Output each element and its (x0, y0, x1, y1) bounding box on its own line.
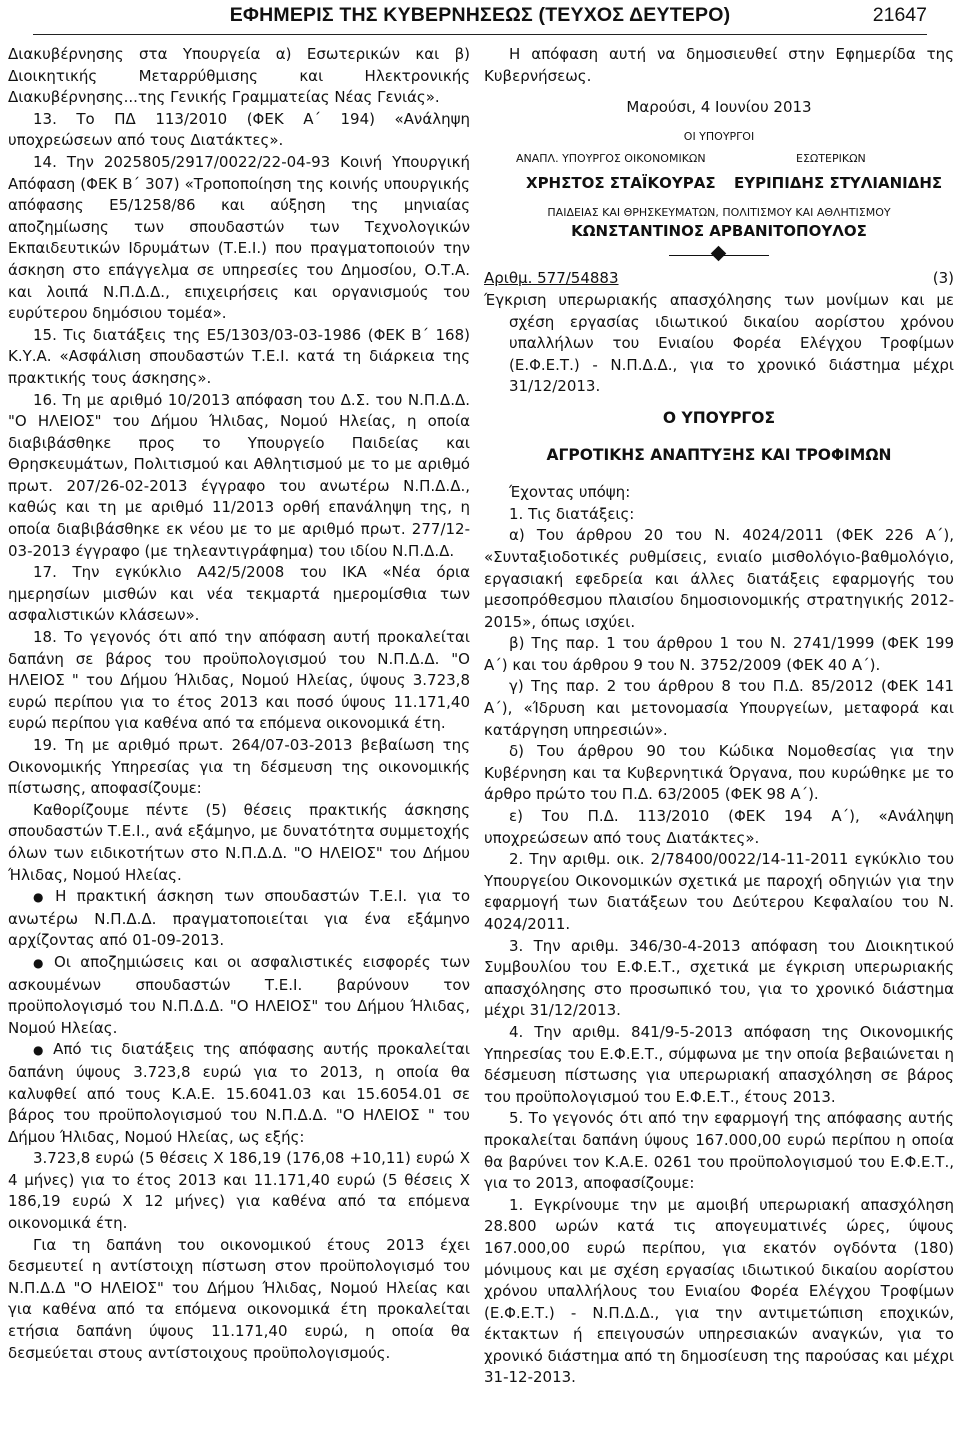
right-paragraph: 1. Εγκρίνουμε την με αμοιβή υπερωριακή απασχόληση 28.800 ωρών κατά τις απογευματινές ώρες, ύψους 167.000,00 ευρώ περίπου, για εκατόν ογδόντα (180) μόνιμους και με σχέση εργασίας ιδιωτικού δικαίου αορίστου χρόνου υπαλλήλους του Ενιαίου Φορέα Ελέγχου Τροφίμων (Ε.Φ.Ε.Τ.) - Ν.Π.Δ.Δ., για την αντιμετώπιση εποχικών, έκτακτων ή επειγουσών υπηρεσιακών αναγκών, για το χρονικό διάστημα από τη δημοσίευση της παρούσας και μέχρι 31-12-2013. (484, 1195, 954, 1387)
decision-index: (3) (932, 269, 954, 288)
right-paragraph: ε) Του Π.Δ. 113/2010 (ΦΕΚ 194 Α΄), «Ανάληψη υποχρεώσεων από τους Διατάκτες». (484, 807, 954, 847)
place-date: Μαρούσι, 4 Ιουνίου 2013 (626, 98, 812, 117)
signatory-name: ΧΡΗΣΤΟΣ ΣΤΑΪΚΟΥΡΑΣ (526, 173, 716, 192)
left-paragraph: 3.723,8 ευρώ (5 θέσεις Χ 186,19 (176,08 +10,11) ευρώ Χ 4 μήνες) για το έτος 2013 και 11.171,40 ευρώ (5 θέσεις Χ 186,19 ευρώ Χ 12 μήνες) για καθένα από τα επόμενα οικονομικά έτη. (8, 1149, 470, 1233)
right-paragraph: γ) Της παρ. 2 του άρθρου 8 του Π.Δ. 85/2012 (ΦΕΚ 141 Α΄), «Ίδρυση και μετονομασία Υπουργείων, μεταφορά και κατάργηση υπηρεσιών». (484, 677, 954, 739)
left-paragraph: 19. Τη με αριθμό πρωτ. 264/07-03-2013 βεβαίωση της Οικονομικής Υπηρεσίας για τη δέσμευση της οικονομικής πίστωσης, αποφασίζουμε: (8, 736, 470, 798)
signature-names (484, 173, 954, 195)
right-paragraph: δ) Του άρθρου 90 του Κώδικα Νομοθεσίας για την Κυβέρνηση και τα Κυβερνητικά Όργανα, που κυρώθηκε με το άρθρο πρώτο του Π.Δ. 63/2005 (ΦΕΚ 98 Α΄). (484, 742, 954, 804)
page-number: 21647 (872, 4, 927, 26)
decision-number-row (484, 268, 954, 290)
right-column (484, 44, 954, 1389)
left-paragraph: Καθορίζουμε πέντε (5) θέσεις πρακτικής άσκησης σπουδαστών Τ.Ε.Ι., ανά εξάμηνο, με δυνατότητα συμμετοχής όλων των ειδικοτήτων στο Ν.Π.Δ.Δ. "Ο ΗΛΕΙΟΣ" του Δήμου Ήλιδας, Νομού Ηλείας. (8, 800, 470, 884)
left-paragraph: 13. Το ΠΔ 113/2010 (ΦΕΚ Α΄ 194) «Ανάληψη υποχρεώσεων από τους Διατάκτες». (8, 109, 470, 150)
bullet-paragraph: ● Η πρακτική άσκηση των σπουδαστών Τ.Ε.Ι. για το ανωτέρω Ν.Π.Δ.Δ. πραγματοποιείται για ένα εξάμηνο αρχίζοντας από 01-09-2013. (8, 886, 470, 952)
left-paragraph: 17. Την εγκύκλιο Α42/5/2008 του ΙΚΑ «Νέα όρια ημερησίων μισθών και νέα τεκμαρτά ημερομίσθια των ασφαλιστικών κλάσεων». (8, 563, 470, 625)
role-education: ΠΑΙΔΕΙΑΣ ΚΑΙ ΘΡΗΣΚΕΥΜΑΤΩΝ, ΠΟΛΙΤΙΣΜΟΥ ΚΑΙ ΑΘΛΗΤΙΣΜΟΥ (547, 205, 891, 219)
role-deputy-finance: ΑΝΑΠΛ. ΥΠΟΥΡΓΟΣ ΟΙΚΟΝΟΜΙΚΩΝ (516, 151, 706, 165)
decision-number: Αριθμ. 577/54883 (484, 269, 619, 288)
role-interior: ΕΣΩΤΕΡΙΚΩΝ (796, 151, 866, 165)
left-paragraph: 15. Τις διατάξεις της Ε5/1303/03-03-1986 (ΦΕΚ Β΄ 168) Κ.Υ.Α. «Ασφάλιση σπουδαστών Τ.Ε.Ι. κατά τη διάρκεια της πρακτικής τους άσκησης». (8, 325, 470, 387)
right-paragraph: Έχοντας υπόψη: (509, 483, 631, 502)
left-paragraph: 16. Τη με αριθμό 10/2013 απόφαση του Δ.Σ. του Ν.Π.Δ.Δ. "Ο ΗΛΕΙΟΣ" του Δήμου Ήλιδας, Νομού Ηλείας, η οποία διαβιβάσθηκε προς το Υπουργείο Παιδείας και Θρησκευμάτων, Πολιτισμού και Αθλητισμού με το με αριθμό πρωτ. 207/26-02-2013 έγγραφο του ανωτέρω Ν.Π.Δ.Δ., καθώς και τη με αριθμό 11/2013 ορθή επανάληψη της, η οποία διαβιβάσθηκε εκ νέου με το με αριθμό πρωτ. 277/12-03-2013 έγγραφο (με τηλεαντιγράφημα) του ιδίου Ν.Π.Δ.Δ. (8, 390, 470, 560)
signatory-name: ΚΩΝΣΤΑΝΤΙΝΟΣ ΑΡΒΑΝΙΤΟΠΟΥΛΟΣ (571, 221, 867, 240)
publish-note: Η απόφαση αυτή να δημοσιευθεί στην Εφημερίδα της Κυβερνήσεως. (484, 45, 954, 85)
gazette-title: ΕΦΗΜΕΡΙΣ ΤΗΣ ΚΥΒΕΡΝΗΣΕΩΣ (ΤΕΥΧΟΣ ΔΕΥΤΕΡΟ) (229, 4, 731, 26)
signature-roles (484, 151, 954, 173)
ministry-heading: ΑΓΡΟΤΙΚΗΣ ΑΝΑΠΤΥΞΗΣ ΚΑΙ ΤΡΟΦΙΜΩΝ (546, 446, 892, 465)
right-paragraph: α) Του άρθρου 20 του Ν. 4024/2011 (ΦΕΚ 226 Α΄), «Συνταξιοδοτικές ρυθμίσεις, ενιαίο μισθολόγιο-βαθμολόγιο, εργασιακή εφεδρεία και άλλες διατάξεις εφαρμογής του μεσοπρόθεσμου πλαισίου δημοσιονομικής στρατηγικής 2012-2015», όπως ισχύει. (484, 526, 954, 631)
signatory-name: ΕΥΡΙΠΙΔΗΣ ΣΤΥΛΙΑΝΙΔΗΣ (734, 173, 943, 192)
left-paragraph: 14. Την 2025805/2917/0022/22-04-93 Κοινή Υπουργική Απόφαση (ΦΕΚ Β΄ 307) «Τροποποίηση της κοινής υπουργικής απόφασης Ε5/1258/86 και αύξηση της μηνιαίας αποζημίωσης των σπουδαστών των Τεχνολογικών Εκπαιδευτικών Ιδρυμάτων (Τ.Ε.Ι.) που πραγματοποιούν την άσκηση στο επάγγελμα σε υπηρεσίες του Δημοσίου, Ο.Τ.Α. και λοιπά Ν.Π.Δ.Δ., επιχειρήσεις και οργανισμούς του ευρύτερου δημόσιου τομέα». (8, 152, 470, 323)
ministers-label: ΟΙ ΥΠΟΥΡΓΟΙ (683, 129, 755, 143)
minister-heading: Ο ΥΠΟΥΡΓΟΣ (662, 408, 776, 427)
decision-title: Έγκριση υπερωριακής απασχόλησης των μονίμων και με σχέση εργασίας ιδιωτικού δικαίου αορίστου χρόνου υπαλλήλων του Ενιαίου Φορέα Ελέγχου Τροφίμων (Ε.Φ.Ε.Τ.) - Ν.Π.Δ.Δ., για το χρονικό διάστημα μέχρι 31/12/2013. (484, 290, 954, 396)
section-divider (484, 246, 954, 264)
bullet-paragraph: ● Από τις διατάξεις της απόφασης αυτής προκαλείται δαπάνη ύψους 3.723,8 ευρώ για το 2013, η οποία θα καλυφθεί από τους Κ.Α.Ε. 15.6041.03 και 15.6054.01 σε βάρος του προϋπολογισμού του Ν.Π.Δ.Δ. "Ο ΗΛΕΙΟΣ " του Δήμου Ήλιδας, Νομού Ηλείας, ως εξής: (8, 1039, 470, 1148)
left-paragraph: Για τη δαπάνη του οικονομικού έτους 2013 έχει δεσμευτεί η αντίστοιχη πίστωση στον προϋπολογισμό του Ν.Π.Δ.Δ "Ο ΗΛΕΙΟΣ" του Δήμου Ήλιδας, Νομού Ηλείας και για καθένα από τα επόμενα οικονομικά έτη προκαλείται ετήσια δαπάνη ύψους 11.171,40 ευρώ, η οποία θα δεσμεύεται στους αντίστοιχους προϋπολογισμούς. (8, 1235, 470, 1362)
bullet-paragraph: ● Οι αποζημιώσεις και οι ασφαλιστικές εισφορές των ασκουμένων σπουδαστών Τ.Ε.Ι. βαρύνουν τον προϋπολογισμό του Ν.Π.Δ.Δ. "Ο ΗΛΕΙΟΣ" του Δήμου Ήλιδας, Νομού Ηλείας. (8, 952, 470, 1039)
right-paragraph: 3. Την αριθμ. 346/30-4-2013 απόφαση του Διοικητικού Συμβουλίου του Ε.Φ.Ε.Τ., σχετικά με έγκριση υπερωριακής απασχόλησης στο προσωπικό του, για το χρονικό διάστημα μέχρι 31/12/2013. (484, 936, 954, 1020)
left-paragraph: 18. Το γεγονός ότι από την απόφαση αυτή προκαλείται δαπάνη σε βάρος του προϋπολογισμού του Ν.Π.Δ.Δ. "Ο ΗΛΕΙΟΣ " του Δήμου Ήλιδας, Νομού Ηλείας, ύψους 3.723,8 ευρώ περίπου για το έτος 2013 και ποσό ύψους 11.171,40 ευρώ περίπου για καθένα από τα επόμενα οικονομικά έτη. (8, 628, 470, 733)
diamond-ornament-icon (711, 246, 727, 262)
right-paragraph: 1. Τις διατάξεις: (509, 504, 635, 523)
left-paragraph: Διακυβέρνησης στα Υπουργεία α) Εσωτερικών και β) Διοικητικής Μεταρρύθμισης και Ηλεκτρονικής Διακυβέρνησης...της Γενικής Γραμματείας Νέας Γενιάς». (8, 45, 470, 107)
right-paragraph: 4. Την αριθμ. 841/9-5-2013 απόφαση της Οικονομικής Υπηρεσίας του Ε.Φ.Ε.Τ., σύμφωνα με την οποία βεβαιώνεται η δέσμευση πίστωσης για υπερωριακή απασχόληση σε βάρος του προϋπολογισμού του Ε.Φ.Ε.Τ., έτους 2013. (484, 1022, 954, 1106)
right-paragraph: 5. Το γεγονός ότι από την εφαρμογή της απόφασης αυτής προκαλείται δαπάνη ύψους 167.000,00 ευρώ περίπου η οποία θα βαρύνει τον Κ.Α.Ε. 0261 του προϋπολογισμού του Ε.Φ.Ε.Τ., για το 2013, αποφασίζουμε: (484, 1109, 954, 1193)
right-paragraph: 2. Την αριθμ. οικ. 2/78400/0022/14-11-2011 εγκύκλιο του Υπουργείου Οικονομικών σχετικά με παροχή οδηγιών για την εφαρμογή των διατάξεων του Δεύτερου Κεφαλαίου του Ν. 4024/2011. (484, 850, 954, 933)
page-header (33, 0, 927, 35)
right-paragraph: β) Της παρ. 1 του άρθρου 1 του Ν. 2741/1999 (ΦΕΚ 199 Α΄) και του άρθρου 9 του Ν. 3752/2009 (ΦΕΚ 40 Α΄). (484, 634, 954, 674)
left-column (8, 44, 470, 1364)
